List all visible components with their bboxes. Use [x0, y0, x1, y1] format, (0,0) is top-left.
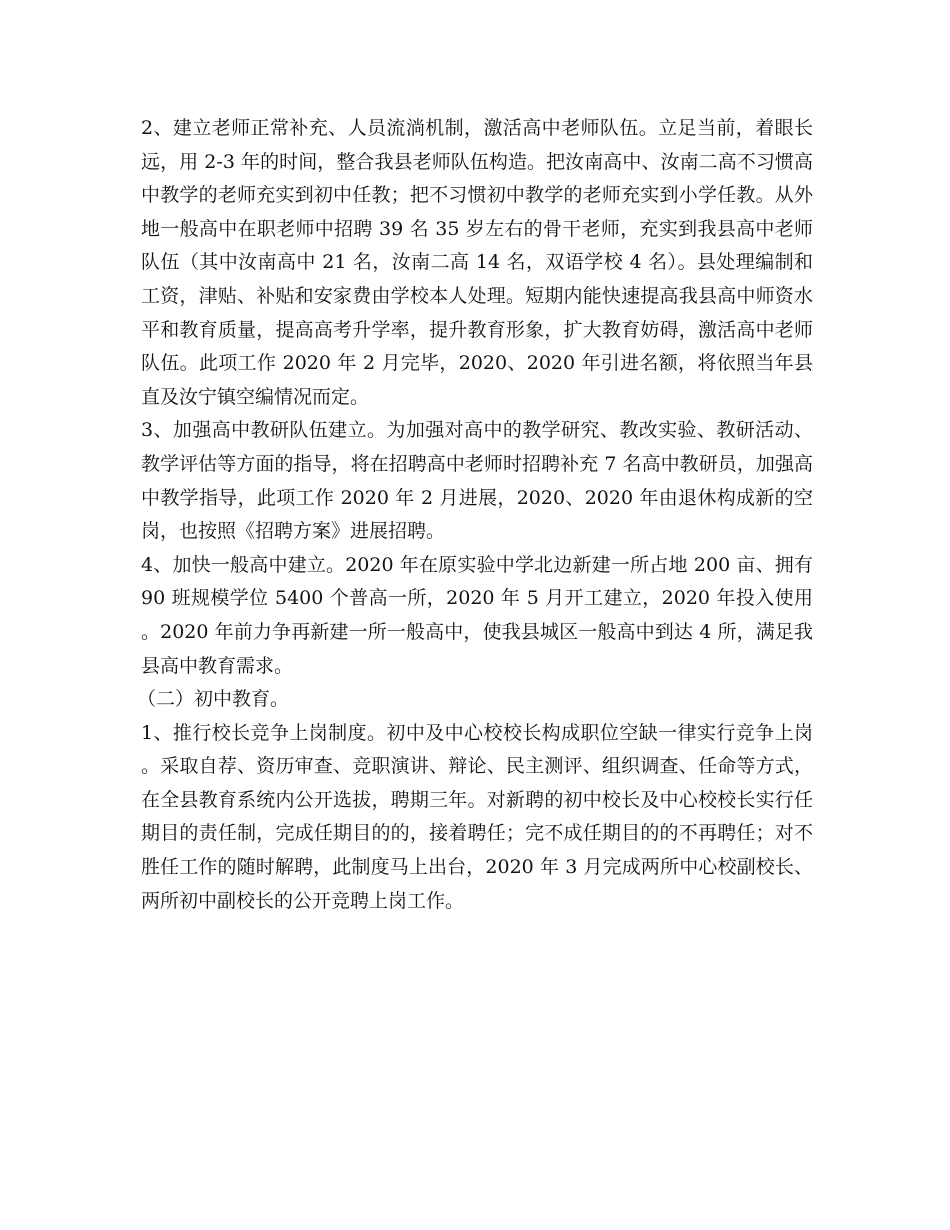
- paragraph-research-team: 3、加强高中教研队伍建立。为加强对高中的教学研究、教改实验、教研活动、教学评估等方面的指导，将在招聘高中老师时招聘补充 7 名高中教研员，加强高中教学指导，此项工作 2020 年 2 月进展，2020、2020 年由退休构成新的空岗，也按照《招聘方案》进展招聘。: [141, 419, 813, 543]
- paragraph-high-school-construction: 4、加快一般高中建立。2020 年在原实验中学北边新建一所占地 200 亩、拥有 90 班规模学位 5400 个普高一所，2020 年 5 月开工建立，2020 年投入使用。2020 年前力争再新建一所一般高中，使我县城区一般高中到达 4 所，满足我县高中教育需求。: [141, 553, 813, 677]
- section-heading-junior-high: （二）初中教育。: [137, 688, 290, 711]
- paragraph-teacher-mechanism: 2、建立老师正常补充、人员流淌机制，激活高中老师队伍。立足当前，着眼长远，用 2-3 年的时间，整合我县老师队伍构造。把汝南高中、汝南二高不习惯高中教学的老师充实到初中任教；把不习惯初中教学的老师充实到小学任教。从外地一般高中在职老师中招聘 39 名 35 岁左右的骨干老师，充实到我县高中老师队伍（其中汝南高中 21 名，汝南二高 14 名，双语学校 4 名）。县处理编制和工资，津贴、补贴和安家费由学校本人处理。短期内能快速提高我县高中师资水平和教育质量，提高高考升学率，提升教育形象，扩大教育妨碍，激活高中老师队伍。此项工作 2020 年 2 月完毕，2020、2020 年引进名额，将依照当年县直及汝宁镇空编情况而定。: [141, 117, 813, 408]
- document-page: [137, 112, 813, 918]
- paragraph-principal-competition: 1、推行校长竞争上岗制度。初中及中心校校长构成职位空缺一律实行竞争上岗。采取自荐、资历审查、竞职演讲、辩论、民主测评、组织调查、任命等方式，在全县教育系统内公开选拔，聘期三年。对新聘的初中校长及中心校校长实行任期目的责任制，完成任期目的的，接着聘任；完不成任期目的的不再聘任；对不胜任工作的随时解聘，此制度马上出台，2020 年 3 月完成两所中心校副校长、两所初中副校长的公开竞聘上岗工作。: [141, 721, 813, 912]
